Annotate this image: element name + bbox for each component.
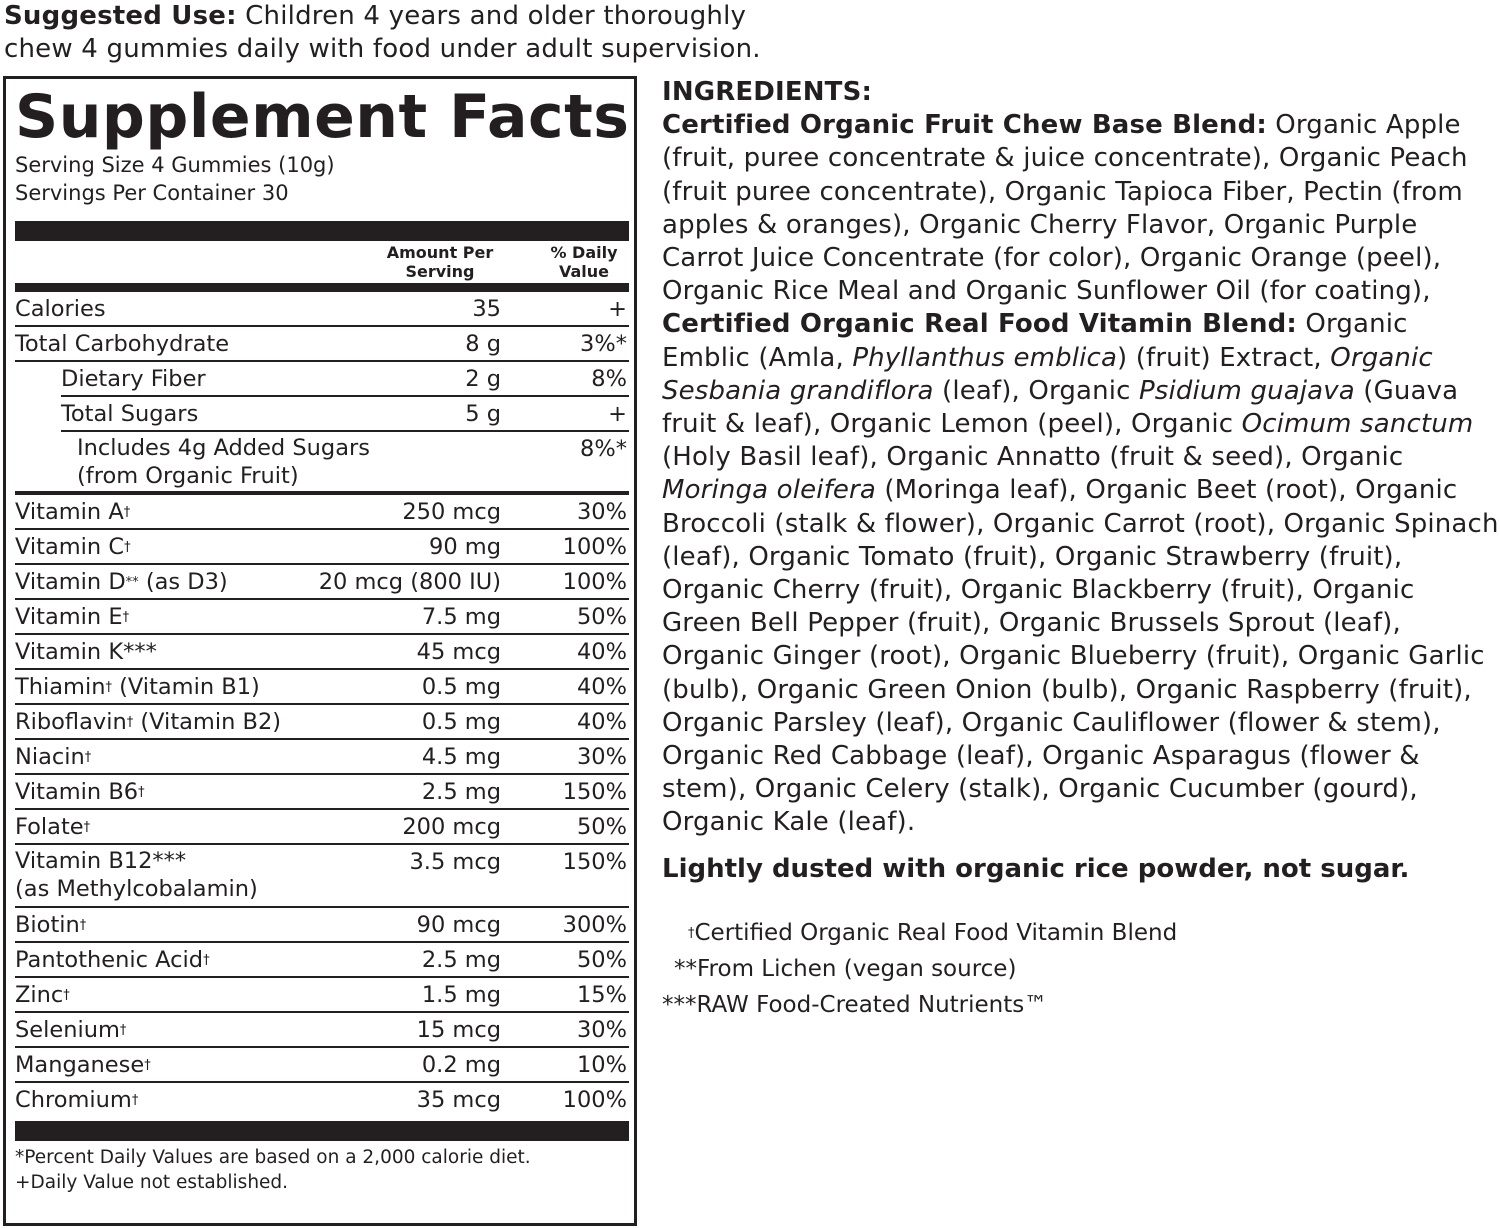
nutrient-symbol: †	[105, 680, 112, 695]
nutrient-name-text: Vitamin B12***	[15, 848, 187, 874]
vitamin-italic-5: Moringa oleifera	[662, 475, 876, 506]
nutrient-amount: 15 mcg	[416, 1017, 501, 1043]
vitamin-italic-3: Psidium guajava	[1138, 375, 1355, 406]
nutrient-symbol: †	[79, 918, 87, 933]
table-row	[15, 327, 629, 362]
nutrient-name	[15, 980, 395, 1010]
serving-size: Serving Size 4 Gummies (10g)	[15, 153, 335, 177]
servings-per-container: Servings Per Container 30	[15, 181, 289, 205]
header-dv-line2: Value	[558, 262, 610, 281]
nutrient-daily-value: 30%	[576, 1017, 627, 1043]
nutrient-symbol: †	[124, 540, 131, 555]
ingredients-text	[662, 109, 1500, 839]
nutrient-amount: 1.5 mg	[421, 982, 501, 1008]
nutrient-name	[15, 294, 395, 324]
nutrient-name-text: Niacin	[15, 744, 85, 770]
ingredients-block	[662, 76, 1500, 840]
nutrient-amount: 0.5 mg	[421, 709, 501, 735]
nutrient-symbol: †	[63, 988, 70, 1003]
footnote-percent: *Percent Daily Values are based on a 2,000 calorie diet.	[15, 1147, 531, 1168]
nutrient-daily-value: 150%	[562, 779, 627, 805]
suggested-use-label: Suggested Use:	[4, 1, 237, 31]
vitamin-blend-label: Certified Organic Real Food Vitamin Blend:	[662, 309, 1297, 340]
nutrient-daily-value: 40%	[576, 709, 627, 735]
table-row	[15, 635, 629, 670]
nutrient-name	[15, 602, 395, 632]
supplement-facts-title: Supplement Facts	[15, 82, 630, 152]
nutrient-daily-value: +	[608, 401, 627, 427]
bottom-divider	[15, 1121, 629, 1141]
nutrient-daily-value: 300%	[562, 912, 627, 938]
nutrient-name-text: Zinc	[15, 982, 64, 1008]
nutrient-symbol: †	[84, 750, 92, 765]
nutrient-daily-value: 50%	[576, 604, 627, 630]
nutrient-name	[15, 637, 395, 667]
nutrient-name-text: Calories	[15, 296, 106, 322]
table-row	[15, 565, 629, 600]
nutrient-symbol: †	[144, 1058, 151, 1073]
table-header	[15, 241, 629, 283]
footnote-not-established: +Daily Value not established.	[15, 1172, 289, 1193]
table-row	[15, 292, 629, 327]
nutrient-name-text: Total Carbohydrate	[15, 331, 230, 357]
header-amount	[375, 243, 505, 281]
table-row	[15, 397, 629, 432]
note-vitamin-blend	[688, 918, 1177, 948]
nutrient-symbol: **	[125, 575, 139, 590]
nutrient-amount: 2 g	[465, 366, 501, 392]
table-row	[15, 432, 629, 495]
table-row	[15, 1083, 629, 1118]
nutrient-daily-value: 100%	[562, 534, 627, 560]
nutrient-amount: 90 mcg	[416, 912, 501, 938]
nutrient-daily-value: 3%*	[580, 331, 627, 357]
table-row	[15, 362, 629, 397]
nutrient-symbol: †	[123, 505, 131, 520]
nutrient-amount: 35 mcg	[416, 1087, 501, 1113]
nutrient-name-text: Vitamin K***	[15, 639, 157, 665]
nutrient-name-suffix: (Vitamin B1)	[111, 674, 260, 700]
suggested-use-line1: Children 4 years and older thoroughly	[236, 1, 747, 31]
nutrient-name-suffix: (Vitamin B2)	[133, 709, 282, 735]
note-lichen: **From Lichen (vegan source)	[674, 956, 1017, 982]
nutrient-name	[15, 1015, 395, 1045]
nutrient-symbol: †	[138, 785, 145, 800]
table-row	[15, 810, 629, 845]
nutrient-name-text: Folate	[15, 814, 84, 840]
nutrient-daily-value: 100%	[562, 569, 627, 595]
header-amount-line1: Amount Per	[386, 243, 494, 262]
nutrient-amount: 20 mcg (800 IU)	[318, 569, 501, 595]
nutrient-name	[15, 742, 395, 772]
nutrient-name-text: Vitamin B6	[15, 779, 139, 805]
nutrient-daily-value: +	[608, 296, 627, 322]
supplement-facts-panel	[3, 76, 637, 1226]
nutrient-name-line2: (from Organic Fruit)	[77, 463, 299, 489]
nutrient-name-text: Manganese	[15, 1052, 145, 1078]
nutrient-daily-value: 30%	[576, 499, 627, 525]
nutrient-name-text: Vitamin A	[15, 499, 124, 525]
nutrient-daily-value: 10%	[576, 1052, 627, 1078]
nutrient-name-text: Biotin	[15, 912, 80, 938]
nutrient-symbol: †	[126, 715, 134, 730]
table-row	[15, 978, 629, 1013]
nutrient-name-line2: (as Methylcobalamin)	[15, 876, 258, 902]
nutrient-daily-value: 15%	[576, 982, 627, 1008]
nutrient-amount: 0.2 mg	[421, 1052, 501, 1078]
suggested-use	[4, 0, 904, 66]
nutrient-rows	[15, 292, 629, 1118]
table-row	[15, 530, 629, 565]
table-row	[15, 1013, 629, 1048]
table-row	[15, 670, 629, 705]
nutrient-amount: 0.5 mg	[421, 674, 501, 700]
ingredients-heading: INGREDIENTS:	[662, 77, 872, 107]
nutrient-amount: 8 g	[465, 331, 501, 357]
vitamin-italic-2: Organic Sesbania grandiflora	[662, 342, 1433, 406]
nutrient-amount: 2.5 mg	[421, 947, 501, 973]
nutrient-symbol: †	[131, 1093, 139, 1108]
nutrient-symbol: †	[122, 610, 130, 625]
header-amount-line2: Serving	[405, 262, 475, 281]
vitamin-text-4: (Guava fruit & leaf), Organic Lemon (peel), Organic	[662, 375, 1459, 440]
nutrient-name-text: Dietary Fiber	[61, 366, 206, 392]
table-row	[15, 705, 629, 740]
nutrient-name	[15, 672, 395, 702]
table-row	[15, 1048, 629, 1083]
dusted-note: Lightly dusted with organic rice powder, not sugar.	[662, 854, 1410, 884]
nutrient-name	[15, 812, 395, 842]
dagger-symbol: †	[688, 926, 695, 941]
nutrient-name	[15, 707, 395, 737]
nutrient-daily-value: 8%*	[580, 436, 627, 462]
header-divider	[15, 283, 629, 292]
nutrient-name-text: Vitamin D	[15, 569, 126, 595]
note-raw-food: ***RAW Food-Created Nutrients™	[662, 992, 1048, 1018]
nutrient-name	[15, 1050, 395, 1080]
nutrient-daily-value: 30%	[576, 744, 627, 770]
nutrient-name-text: Total Sugars	[61, 401, 199, 427]
nutrient-daily-value: 50%	[576, 947, 627, 973]
nutrient-name-text: Vitamin E	[15, 604, 123, 630]
nutrient-name	[15, 532, 395, 562]
nutrient-name	[15, 910, 395, 940]
nutrient-amount: 2.5 mg	[421, 779, 501, 805]
nutrient-name-text: Thiamin	[15, 674, 106, 700]
nutrient-symbol: †	[83, 820, 91, 835]
nutrient-amount: 45 mcg	[416, 639, 501, 665]
vitamin-italic-1: Phyllanthus emblica	[852, 342, 1118, 373]
suggested-use-line2: chew 4 gummies daily with food under adult supervision.	[4, 34, 761, 64]
nutrient-name-text: Pantothenic Acid	[15, 947, 204, 973]
vitamin-text-6: (Moringa leaf), Organic Beet (root), Organic Broccoli (stalk & flower), Organic Carrot (root), Organic Spinach (leaf), Organic Tomato (fruit), Organic Strawberry (fruit), Organic Cherry (fruit), Organic Blackberry (fruit), Organic Green Bell Pepper (fruit), Organic Brussels Sprout (leaf), Organic Ginger (root), Organic Blueberry (fruit), Organic Garlic (bulb), Organic Green Onion (bulb), Organic Raspberry (fruit), Organic Parsley (leaf), Organic Cauliflower (flower & stem), Organic Red Cabbage (leaf), Organic Asparagus (flower & stem), Organic Celery (stalk), Organic Cucumber (gourd), Organic Kale (leaf).	[662, 475, 1499, 838]
nutrient-name-text: Chromium	[15, 1087, 132, 1113]
nutrient-daily-value: 50%	[576, 814, 627, 840]
nutrient-name	[61, 399, 441, 429]
table-row	[15, 845, 629, 908]
nutrient-amount: 90 mg	[429, 534, 501, 560]
nutrient-symbol: †	[203, 953, 210, 968]
nutrient-amount: 4.5 mg	[421, 744, 501, 770]
vitamin-italic-4: Ocimum sanctum	[1241, 409, 1474, 440]
nutrient-name-text: Riboflavin	[15, 709, 127, 735]
base-blend-label: Certified Organic Fruit Chew Base Blend:	[662, 110, 1267, 141]
nutrient-name-text: Selenium	[15, 1017, 120, 1043]
nutrient-amount: 5 g	[465, 401, 501, 427]
nutrient-amount: 200 mcg	[402, 814, 501, 840]
table-row	[15, 600, 629, 635]
note-vitamin-blend-text: Certified Organic Real Food Vitamin Blend	[694, 920, 1178, 946]
nutrient-amount: 3.5 mcg	[409, 849, 501, 875]
nutrient-name	[15, 329, 395, 359]
table-row	[15, 775, 629, 810]
table-row	[15, 943, 629, 978]
nutrient-name	[15, 497, 395, 527]
vitamin-text-2: ) (fruit) Extract,	[1117, 342, 1331, 373]
table-row	[15, 908, 629, 943]
thick-divider	[15, 221, 629, 241]
nutrient-amount: 7.5 mg	[421, 604, 501, 630]
nutrient-daily-value: 40%	[576, 674, 627, 700]
nutrient-symbol: †	[119, 1023, 127, 1038]
nutrient-name	[15, 847, 395, 903]
nutrient-name-text: Includes 4g Added Sugars	[77, 435, 370, 461]
nutrient-amount: 35	[472, 296, 501, 322]
header-daily-value	[539, 243, 629, 281]
nutrient-name-suffix: (as D3)	[138, 569, 228, 595]
nutrient-name	[61, 364, 441, 394]
table-row	[15, 740, 629, 775]
nutrient-daily-value: 100%	[562, 1087, 627, 1113]
nutrient-daily-value: 150%	[562, 849, 627, 875]
base-blend-text: Organic Apple (fruit, puree concentrate & juice concentrate), Organic Peach (fruit puree concentrate), Organic Tapioca Fiber, Pectin (from apples & oranges), Organic Cherry Flavor, Organic Purple Carrot Juice Concentrate (for color), Organic Orange (peel), Organic Rice Meal and Organic Sunflower Oil (for coating),	[662, 110, 1468, 307]
header-dv-line1: % Daily	[550, 243, 618, 262]
nutrient-daily-value: 8%	[591, 366, 627, 392]
vitamin-text-1: Organic Emblic (Amla,	[662, 309, 1408, 373]
nutrient-daily-value: 40%	[576, 639, 627, 665]
vitamin-text-5: (Holy Basil leaf), Organic Annatto (fruit & seed), Organic	[662, 442, 1404, 473]
nutrient-amount: 250 mcg	[402, 499, 501, 525]
nutrient-name	[77, 434, 457, 490]
nutrient-name	[15, 777, 395, 807]
table-row	[15, 495, 629, 530]
nutrient-name	[15, 1085, 395, 1115]
nutrient-name	[15, 945, 395, 975]
vitamin-text-3: (leaf), Organic	[933, 375, 1139, 406]
nutrient-name-text: Vitamin C	[15, 534, 125, 560]
